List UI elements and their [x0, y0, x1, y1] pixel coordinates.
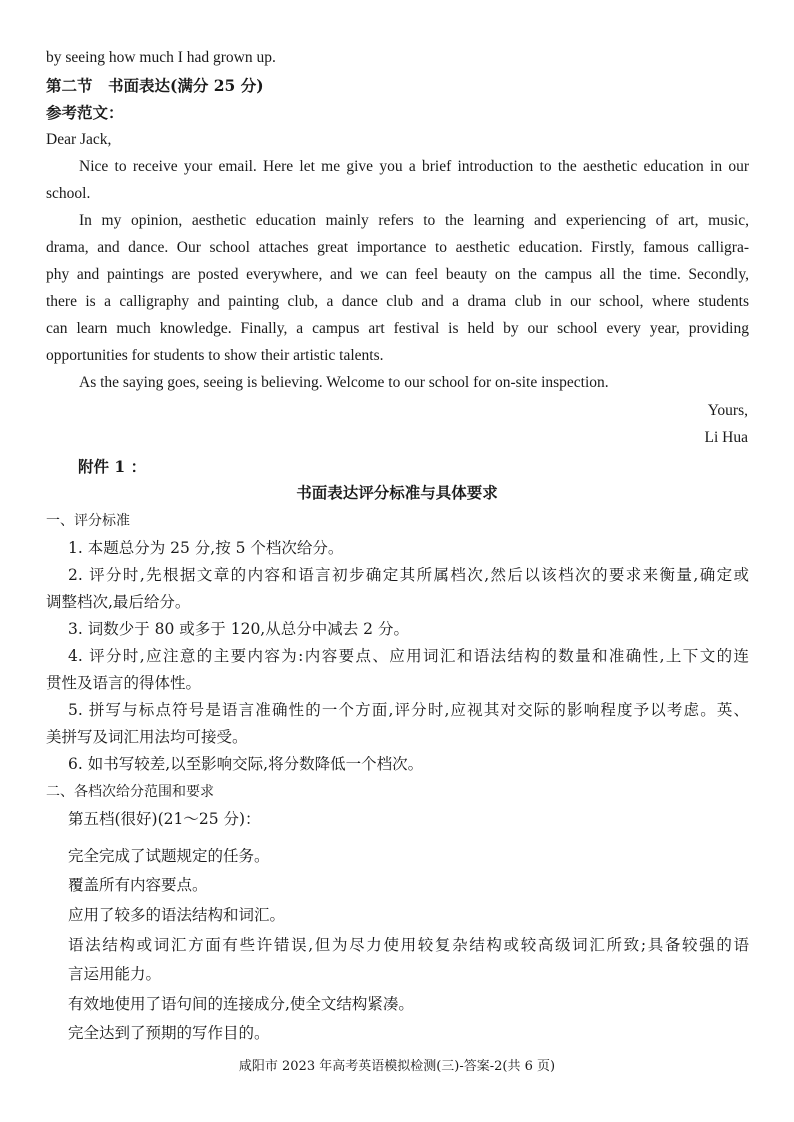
section-heading-scoring-standard: 一、评分标准	[46, 513, 130, 529]
scoring-rule: 6. 如书写较差,以至影响交际,将分数降低一个档次。	[68, 755, 424, 773]
grade-band-line: 有效地使用了语句间的连接成分,使全文结构紧凑。	[68, 995, 414, 1013]
scoring-rule: 贯性及语言的得体性。	[46, 674, 202, 692]
letter-line: school.	[46, 185, 91, 202]
letter-line: phy and paintings are posted everywhere, and we can feel beauty on the campus all the time. Secondly,	[46, 266, 749, 283]
scoring-rule: 调整档次,最后给分。	[46, 593, 191, 611]
grade-band-line: 完全达到了预期的写作目的。	[68, 1024, 270, 1042]
grade-band-line: 覆盖所有内容要点。	[68, 876, 208, 894]
letter-signature: Li Hua	[704, 429, 748, 446]
scoring-rule: 3. 词数少于 80 或多于 120,从总分中减去 2 分。	[68, 620, 409, 638]
letter-line: In my opinion, aesthetic education mainly refers to the learning and experiencing of art, music,	[79, 212, 749, 229]
section-heading-grade-bands: 二、各档次给分范围和要求	[46, 784, 214, 800]
letter-line: can learn much knowledge. Finally, a campus art festival is held by our school every year, providing	[46, 320, 749, 337]
section-title: 第二节 书面表达(满分 25 分)	[46, 76, 264, 95]
appendix-title: 书面表达评分标准与具体要求	[296, 483, 498, 502]
letter-line: Nice to receive your email. Here let me give you a brief introduction to the aesthetic education in our	[79, 158, 749, 175]
sample-essay-label: 参考范文：	[46, 103, 124, 122]
grade-band-line: 言运用能力。	[68, 965, 162, 983]
grade-band-line: 应用了较多的语法结构和词汇。	[68, 906, 286, 924]
grade-band-line: 第五档(很好)(21～25 分)：	[68, 810, 261, 828]
letter-line: drama, and dance. Our school attaches great importance to aesthetic education. Firstly, famous calligra-	[46, 239, 749, 256]
scoring-rule: 1. 本题总分为 25 分,按 5 个档次给分。	[68, 539, 344, 557]
letter-closing: Yours,	[707, 402, 748, 419]
letter-greeting: Dear Jack,	[46, 131, 112, 148]
grade-band-line: 完全完成了试题规定的任务。	[68, 847, 270, 865]
scoring-rule: 4. 评分时,应注意的主要内容为:内容要点、应用词汇和语法结构的数量和准确性,上下文的连	[68, 647, 749, 665]
appendix-label: 附件 1 ：	[78, 457, 147, 476]
grade-band-line: 语法结构或词汇方面有些许错误,但为尽力使用较复杂结构或较高级词汇所致;具备较强的语	[68, 936, 749, 954]
letter-line: opportunities for students to show their artistic talents.	[46, 347, 384, 364]
carry-over-line: by seeing how much I had grown up.	[46, 49, 276, 66]
letter-line: there is a calligraphy and painting club, a dance club and a drama club in our school, where students	[46, 293, 749, 310]
scoring-rule: 美拼写及词汇用法均可接受。	[46, 728, 248, 746]
scoring-rule: 2. 评分时,先根据文章的内容和语言初步确定其所属档次,然后以该档次的要求来衡量,确定或	[68, 566, 749, 584]
page-footer: 咸阳市 2023 年高考英语模拟检测(三)-答案-2(共 6 页)	[238, 1059, 556, 1074]
letter-line: As the saying goes, seeing is believing. Welcome to our school for on-site inspection.	[79, 374, 609, 391]
scoring-rule: 5. 拼写与标点符号是语言准确性的一个方面,评分时,应视其对交际的影响程度予以考虑。英、	[68, 701, 749, 719]
